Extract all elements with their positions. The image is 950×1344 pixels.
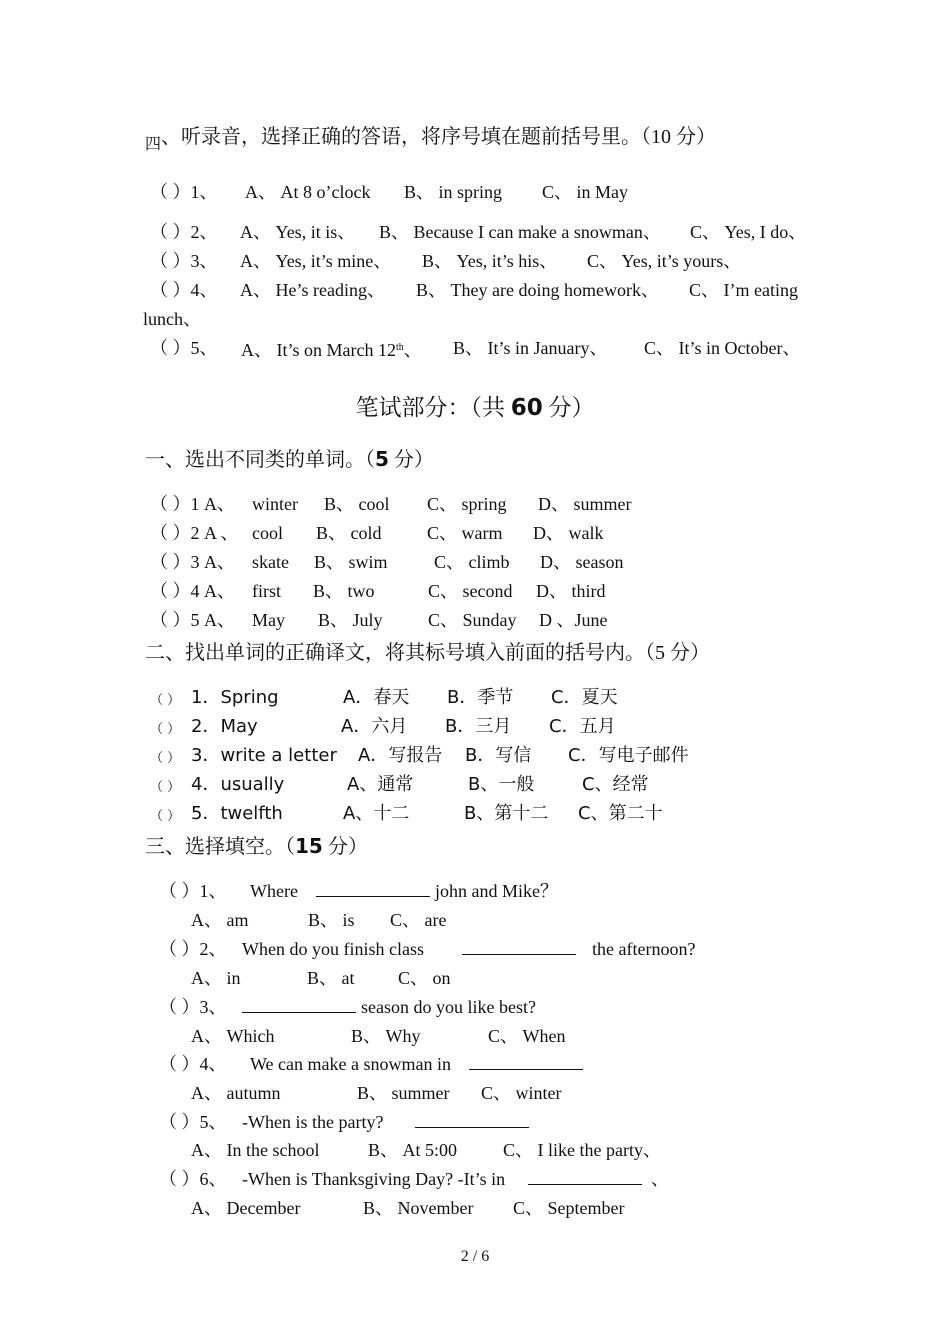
option-b: B、 is: [308, 910, 355, 930]
option-a: A．春天: [343, 687, 410, 708]
question-text: Where: [250, 881, 298, 901]
question-text: -When is the party?: [242, 1112, 384, 1132]
option-c: C、 When: [488, 1026, 566, 1046]
answer-blank: [316, 879, 430, 903]
option-b: B、 November: [363, 1198, 474, 1218]
option-a: A、 in: [191, 968, 241, 988]
option-a: A、 It’s on March 12th、: [241, 340, 422, 360]
answer-paren: （ ）: [150, 809, 181, 824]
option-b: B、 Because I can make a snowman、: [379, 222, 661, 242]
option-c: C、 second: [428, 581, 513, 601]
answer-paren: （ ）1、: [159, 881, 227, 901]
part-3-heading: 三、选择填空。（15 分）: [145, 834, 368, 858]
written-part-title: 笔试部分：（共 60 分）: [355, 395, 595, 421]
option-a: A、 am: [191, 910, 249, 930]
answer-paren: （ ）1 A、: [150, 494, 235, 514]
option-b: B、 July: [318, 610, 383, 630]
option-c: C、 Sunday: [428, 610, 517, 630]
option-c: C、 Yes, I do、: [690, 222, 807, 242]
question-text: We can make a snowman in: [250, 1054, 451, 1074]
answer-paren: （ ）5 A、: [150, 610, 235, 630]
answer-paren: （ ）5、: [150, 338, 218, 358]
answer-blank: [462, 937, 576, 961]
option-d: D、 walk: [533, 523, 604, 543]
question-text: When do you finish class: [242, 939, 424, 959]
option-b: B、 two: [313, 581, 375, 601]
option-a: A．六月: [341, 716, 408, 737]
option-b: B、一般: [468, 774, 535, 795]
option-a: A、 He’s reading、: [240, 280, 385, 300]
part-3-score: 15: [295, 834, 323, 858]
option-c: C、 It’s in October、: [644, 338, 801, 358]
answer-paren: （ ）4、: [150, 280, 218, 300]
option-b: B、 cold: [316, 523, 382, 543]
option-b: B、 swim: [314, 552, 388, 572]
option-c: C、 winter: [481, 1083, 562, 1103]
question-text-end: john and Mike？: [435, 881, 558, 901]
option-d: D、 summer: [538, 494, 632, 514]
option-b: B、 in spring: [404, 182, 503, 202]
section-4-number: 四: [145, 136, 162, 153]
option-c: C、 September: [513, 1198, 625, 1218]
option-b: B、 Yes, it’s his、: [422, 251, 558, 271]
option-c: C、 I’m eating: [689, 280, 798, 300]
option-b: B．写信: [465, 745, 532, 766]
answer-paren: （ ）: [150, 780, 181, 795]
option-d: D、 third: [536, 581, 606, 601]
option-c: C、经常: [582, 774, 649, 795]
answer-paren: （ ）4 A、: [150, 581, 235, 601]
answer-blank: [242, 995, 356, 1019]
answer-paren: （ ）: [150, 722, 181, 737]
option-a: first: [252, 581, 281, 601]
english-word: 4．usually: [191, 774, 285, 795]
answer-paren: （ ）6、: [159, 1169, 227, 1189]
option-b: B、 At 5:00: [368, 1140, 458, 1160]
option-c: C．写电子邮件: [568, 745, 689, 766]
question-text: -When is Thanksgiving Day? -It’s in: [242, 1169, 506, 1189]
answer-blank: [469, 1052, 583, 1076]
option-a: A、 autumn: [191, 1083, 281, 1103]
option-c: C．五月: [549, 716, 616, 737]
option-a: skate: [252, 552, 289, 572]
option-b: B、 They are doing homework、: [416, 280, 659, 300]
option-a: A、十二: [343, 803, 410, 824]
answer-paren: （ ）3 A、: [150, 552, 235, 572]
written-part-score: 60: [510, 395, 543, 421]
option-b: B、 summer: [357, 1083, 450, 1103]
option-a: A、通常: [347, 774, 414, 795]
option-a: A、 At 8 o’clock: [245, 182, 371, 202]
option-a: A、 Yes, it’s mine、: [240, 251, 392, 271]
english-word: 2．May: [191, 716, 258, 737]
option-a: winter: [252, 494, 298, 514]
option-b: B．季节: [447, 687, 514, 708]
english-word: 1．Spring: [191, 687, 279, 708]
section-4-heading: [145, 125, 716, 151]
part-1-heading: 一、选出不同类的单词。（5 分）: [145, 447, 434, 471]
answer-paren: （ ）3、: [150, 251, 218, 271]
question-text-end: 、: [651, 1169, 669, 1189]
option-c: C、 I like the party、: [503, 1140, 661, 1160]
option-a: A、 December: [191, 1198, 301, 1218]
part-1-score: 5: [375, 447, 389, 471]
answer-paren: （ ）2、: [150, 222, 218, 242]
option-c: C、 Yes, it’s yours、: [587, 251, 742, 271]
option-b: B、 It’s in January、: [453, 338, 608, 358]
listening-question-4-continuation: lunch、: [143, 309, 201, 329]
option-b: B、 Why: [351, 1026, 421, 1046]
option-b: B．三月: [445, 716, 512, 737]
answer-blank: [415, 1110, 529, 1134]
option-b: B、 at: [307, 968, 355, 988]
answer-paren: （ ）: [150, 693, 181, 708]
english-word: 5．twelfth: [191, 803, 283, 824]
answer-paren: （ ）: [150, 751, 181, 766]
option-b: B、第十二: [464, 803, 549, 824]
option-c: C、 on: [398, 968, 451, 988]
option-a: May: [252, 610, 285, 630]
option-a: A、 Which: [191, 1026, 275, 1046]
english-word: 3．write a letter: [191, 745, 337, 766]
option-c: C、 climb: [434, 552, 510, 572]
answer-blank: [528, 1167, 642, 1191]
option-b: B、 cool: [324, 494, 390, 514]
option-a: A．写报告: [358, 745, 443, 766]
page-number: 2 / 6: [460, 1248, 490, 1265]
answer-paren: （ ）4、: [159, 1054, 227, 1074]
question-text-end: the afternoon?: [592, 939, 696, 959]
option-a: A、 In the school: [191, 1140, 320, 1160]
option-c: C、 in May: [542, 182, 629, 202]
answer-paren: （ ）1、: [150, 182, 218, 202]
option-a: A、 Yes, it is、: [240, 222, 356, 242]
answer-paren: （ ）2 A 、: [150, 523, 239, 543]
option-c: C、第二十: [578, 803, 663, 824]
option-c: C、 warm: [427, 523, 503, 543]
answer-paren: （ ）2、: [159, 939, 227, 959]
option-d: D 、June: [539, 610, 608, 630]
option-c: C、 are: [390, 910, 447, 930]
answer-paren: （ ）3、: [159, 997, 227, 1017]
ordinal-suffix: th: [395, 342, 404, 353]
option-c: C、 spring: [427, 494, 507, 514]
option-c: C．夏天: [551, 687, 618, 708]
question-text-end: season do you like best?: [361, 997, 536, 1017]
option-d: D、 season: [540, 552, 624, 572]
section-4-heading-text: 、听录音，选择正确的答语，将序号填在题前括号里。（10 分）: [161, 126, 717, 148]
answer-paren: （ ）5、: [159, 1112, 227, 1132]
option-a: cool: [252, 523, 283, 543]
part-2-heading: 二、找出单词的正确译文，将其标号填入前面的括号内。（5 分）: [145, 642, 710, 664]
